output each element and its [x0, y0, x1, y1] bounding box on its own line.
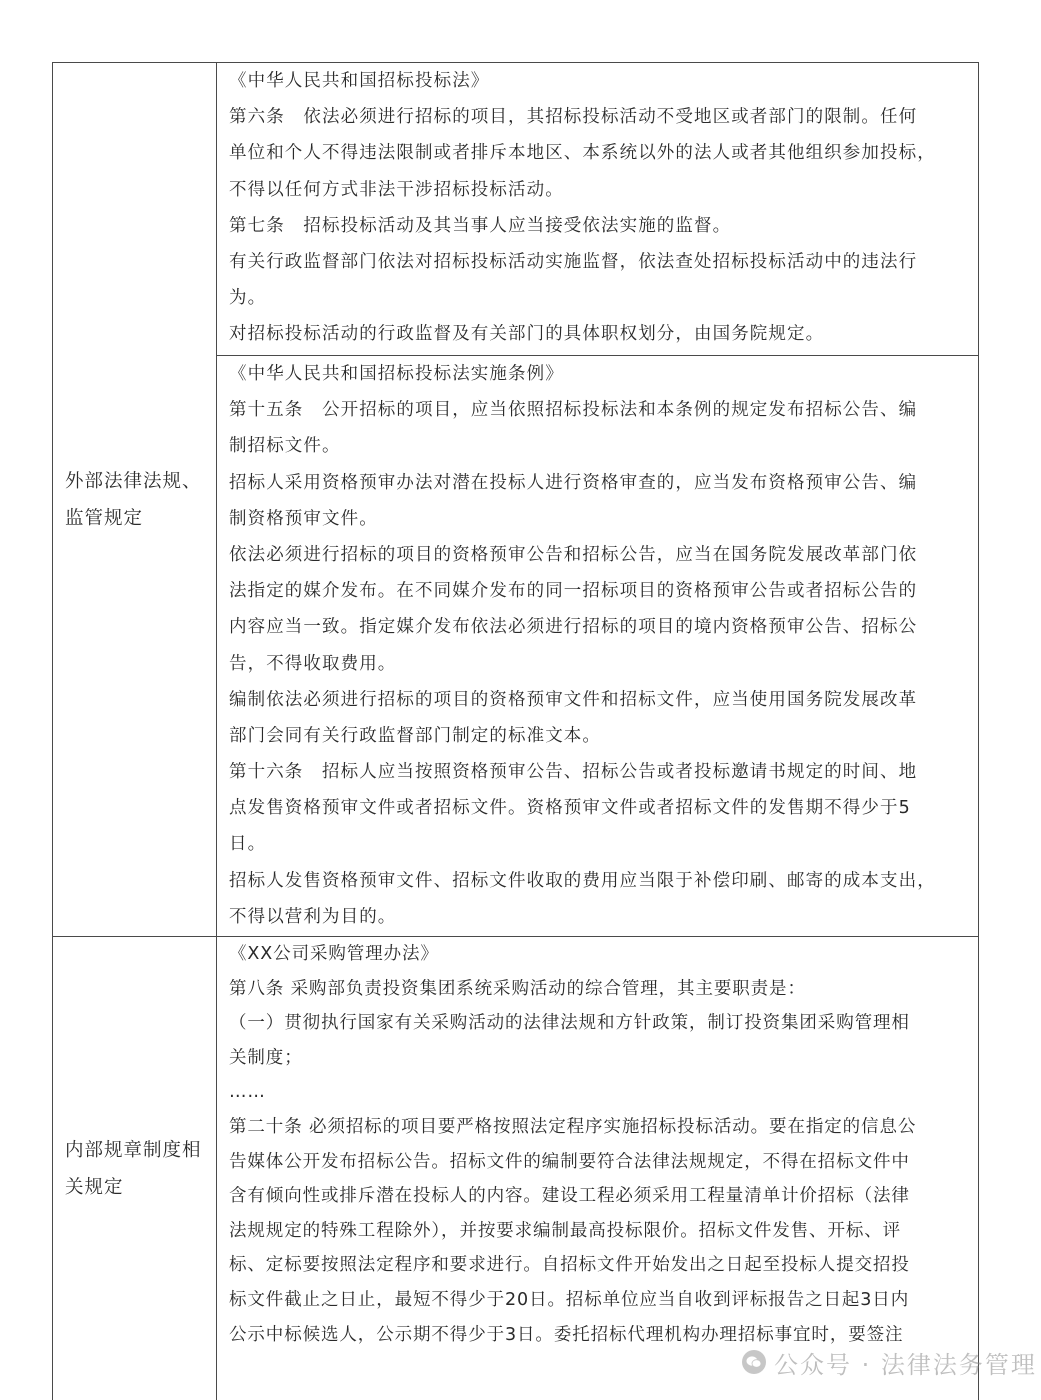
- text-line: 告媒体公开发布招标公告。招标文件的编制要符合法律法规规定，不得在招标文件中: [229, 1151, 910, 1172]
- text-line: 招标人发售资格预审文件、招标文件收取的费用应当限于补偿印刷、邮寄的成本支出，: [229, 870, 936, 891]
- text-line: 制招标文件。: [229, 436, 341, 457]
- text-line: 第六条 依法必须进行招标的项目，其招标投标活动不受地区或者部门的限制。任何: [229, 107, 918, 128]
- text-line: 第八条 采购部负责投资集团系统采购活动的综合管理，其主要职责是：: [229, 978, 806, 999]
- text-line: 有关行政监督部门依法对招标投标活动实施监督，依法查处招标投标活动中的违法行: [229, 251, 918, 272]
- text-line: 编制依法必须进行招标的项目的资格预审文件和招标文件，应当使用国务院发展改革: [229, 689, 918, 710]
- wechat-icon: [742, 1350, 766, 1374]
- text-line: 单位和个人不得违法限制或者排斥本地区、本系统以外的法人或者其他组织参加投标，: [229, 143, 936, 164]
- content-cell-implementation-regulations: [217, 356, 978, 937]
- text-line: 标、定标要按照法定程序和要求进行。自招标文件开始发出之日起至投标人提交招投: [229, 1255, 910, 1276]
- text-line: 关制度；: [229, 1047, 303, 1068]
- watermark: [742, 1340, 1037, 1384]
- row-label-line: 监管规定: [65, 507, 144, 529]
- law-title: 《XX公司采购管理办法》: [229, 944, 439, 964]
- text-line: 第七条 招标投标活动及其当事人应当接受依法实施的监督。: [229, 215, 732, 236]
- row-label-line: 关规定: [65, 1177, 124, 1198]
- text-line: 依法必须进行招标的项目的资格预审公告和招标公告，应当在国务院发展改革部门依: [229, 544, 918, 565]
- watermark-text: 公众号 · 法律法务管理: [774, 1350, 1037, 1379]
- text-line: 点发售资格预审文件或者招标文件。资格预审文件或者招标文件的发售期不得少于5: [229, 798, 911, 819]
- row-label-line: 内部规章制度相: [65, 1140, 202, 1161]
- text-line: 不得以营利为目的。: [229, 906, 397, 927]
- text-line: 第十五条 公开招标的项目，应当依照招标投标法和本条例的规定发布招标公告、编: [229, 400, 918, 421]
- text-line: 第十六条 招标人应当按照资格预审公告、招标公告或者投标邀请书规定的时间、地: [229, 762, 918, 783]
- text-line: 招标人采用资格预审办法对潜在投标人进行资格审查的，应当发布资格预审公告、编: [229, 472, 918, 493]
- row-label-line: 外部法律法规、: [65, 470, 202, 492]
- text-line: 为。: [229, 288, 267, 309]
- text-line: 公示中标候选人，公示期不得少于3日。委托招标代理机构办理招标事宜时，要签注: [229, 1324, 904, 1345]
- law-title: 《中华人民共和国招标投标法实施条例》: [229, 364, 564, 384]
- regulation-table: [52, 62, 979, 1400]
- content-cell-bidding-law: [217, 63, 978, 356]
- text-line: 标文件截止之日止，最短不得少于20日。招标单位应当自收到评标报告之日起3日内: [229, 1289, 910, 1310]
- text-line: 不得以任何方式非法干涉招标投标活动。: [229, 179, 564, 200]
- row-label-external-laws: [53, 63, 217, 937]
- content-cell-procurement-rules: [217, 937, 978, 1400]
- text-line: 对招标投标活动的行政监督及有关部门的具体职权划分，由国务院规定。: [229, 324, 825, 345]
- text-line: 法规规定的特殊工程除外），并按要求编制最高投标限价。招标文件发售、开标、评: [229, 1220, 902, 1241]
- text-line: 法指定的媒介发布。在不同媒介发布的同一招标项目的资格预审公告或者招标公告的: [229, 581, 918, 602]
- row-label-internal-rules: [53, 937, 217, 1400]
- text-line: 制资格预审文件。: [229, 508, 378, 529]
- text-line: 内容应当一致。指定媒介发布依法必须进行招标的项目的境内资格预审公告、招标公: [229, 617, 918, 638]
- text-line: 含有倾向性或排斥潜在投标人的内容。建设工程必须采用工程量清单计价招标（法律: [229, 1186, 910, 1207]
- text-line: 告，不得收取费用。: [229, 653, 397, 674]
- law-title: 《中华人民共和国招标投标法》: [229, 71, 490, 91]
- text-line: ……: [229, 1082, 266, 1103]
- text-line: 部门会同有关行政监督部门制定的标准文本。: [229, 725, 601, 746]
- text-line: 日。: [229, 834, 267, 855]
- text-line: （一）贯彻执行国家有关采购活动的法律法规和方针政策，制订投资集团采购管理相: [229, 1013, 910, 1034]
- text-line: 第二十条 必须招标的项目要严格按照法定程序实施招标投标活动。要在指定的信息公: [229, 1116, 917, 1137]
